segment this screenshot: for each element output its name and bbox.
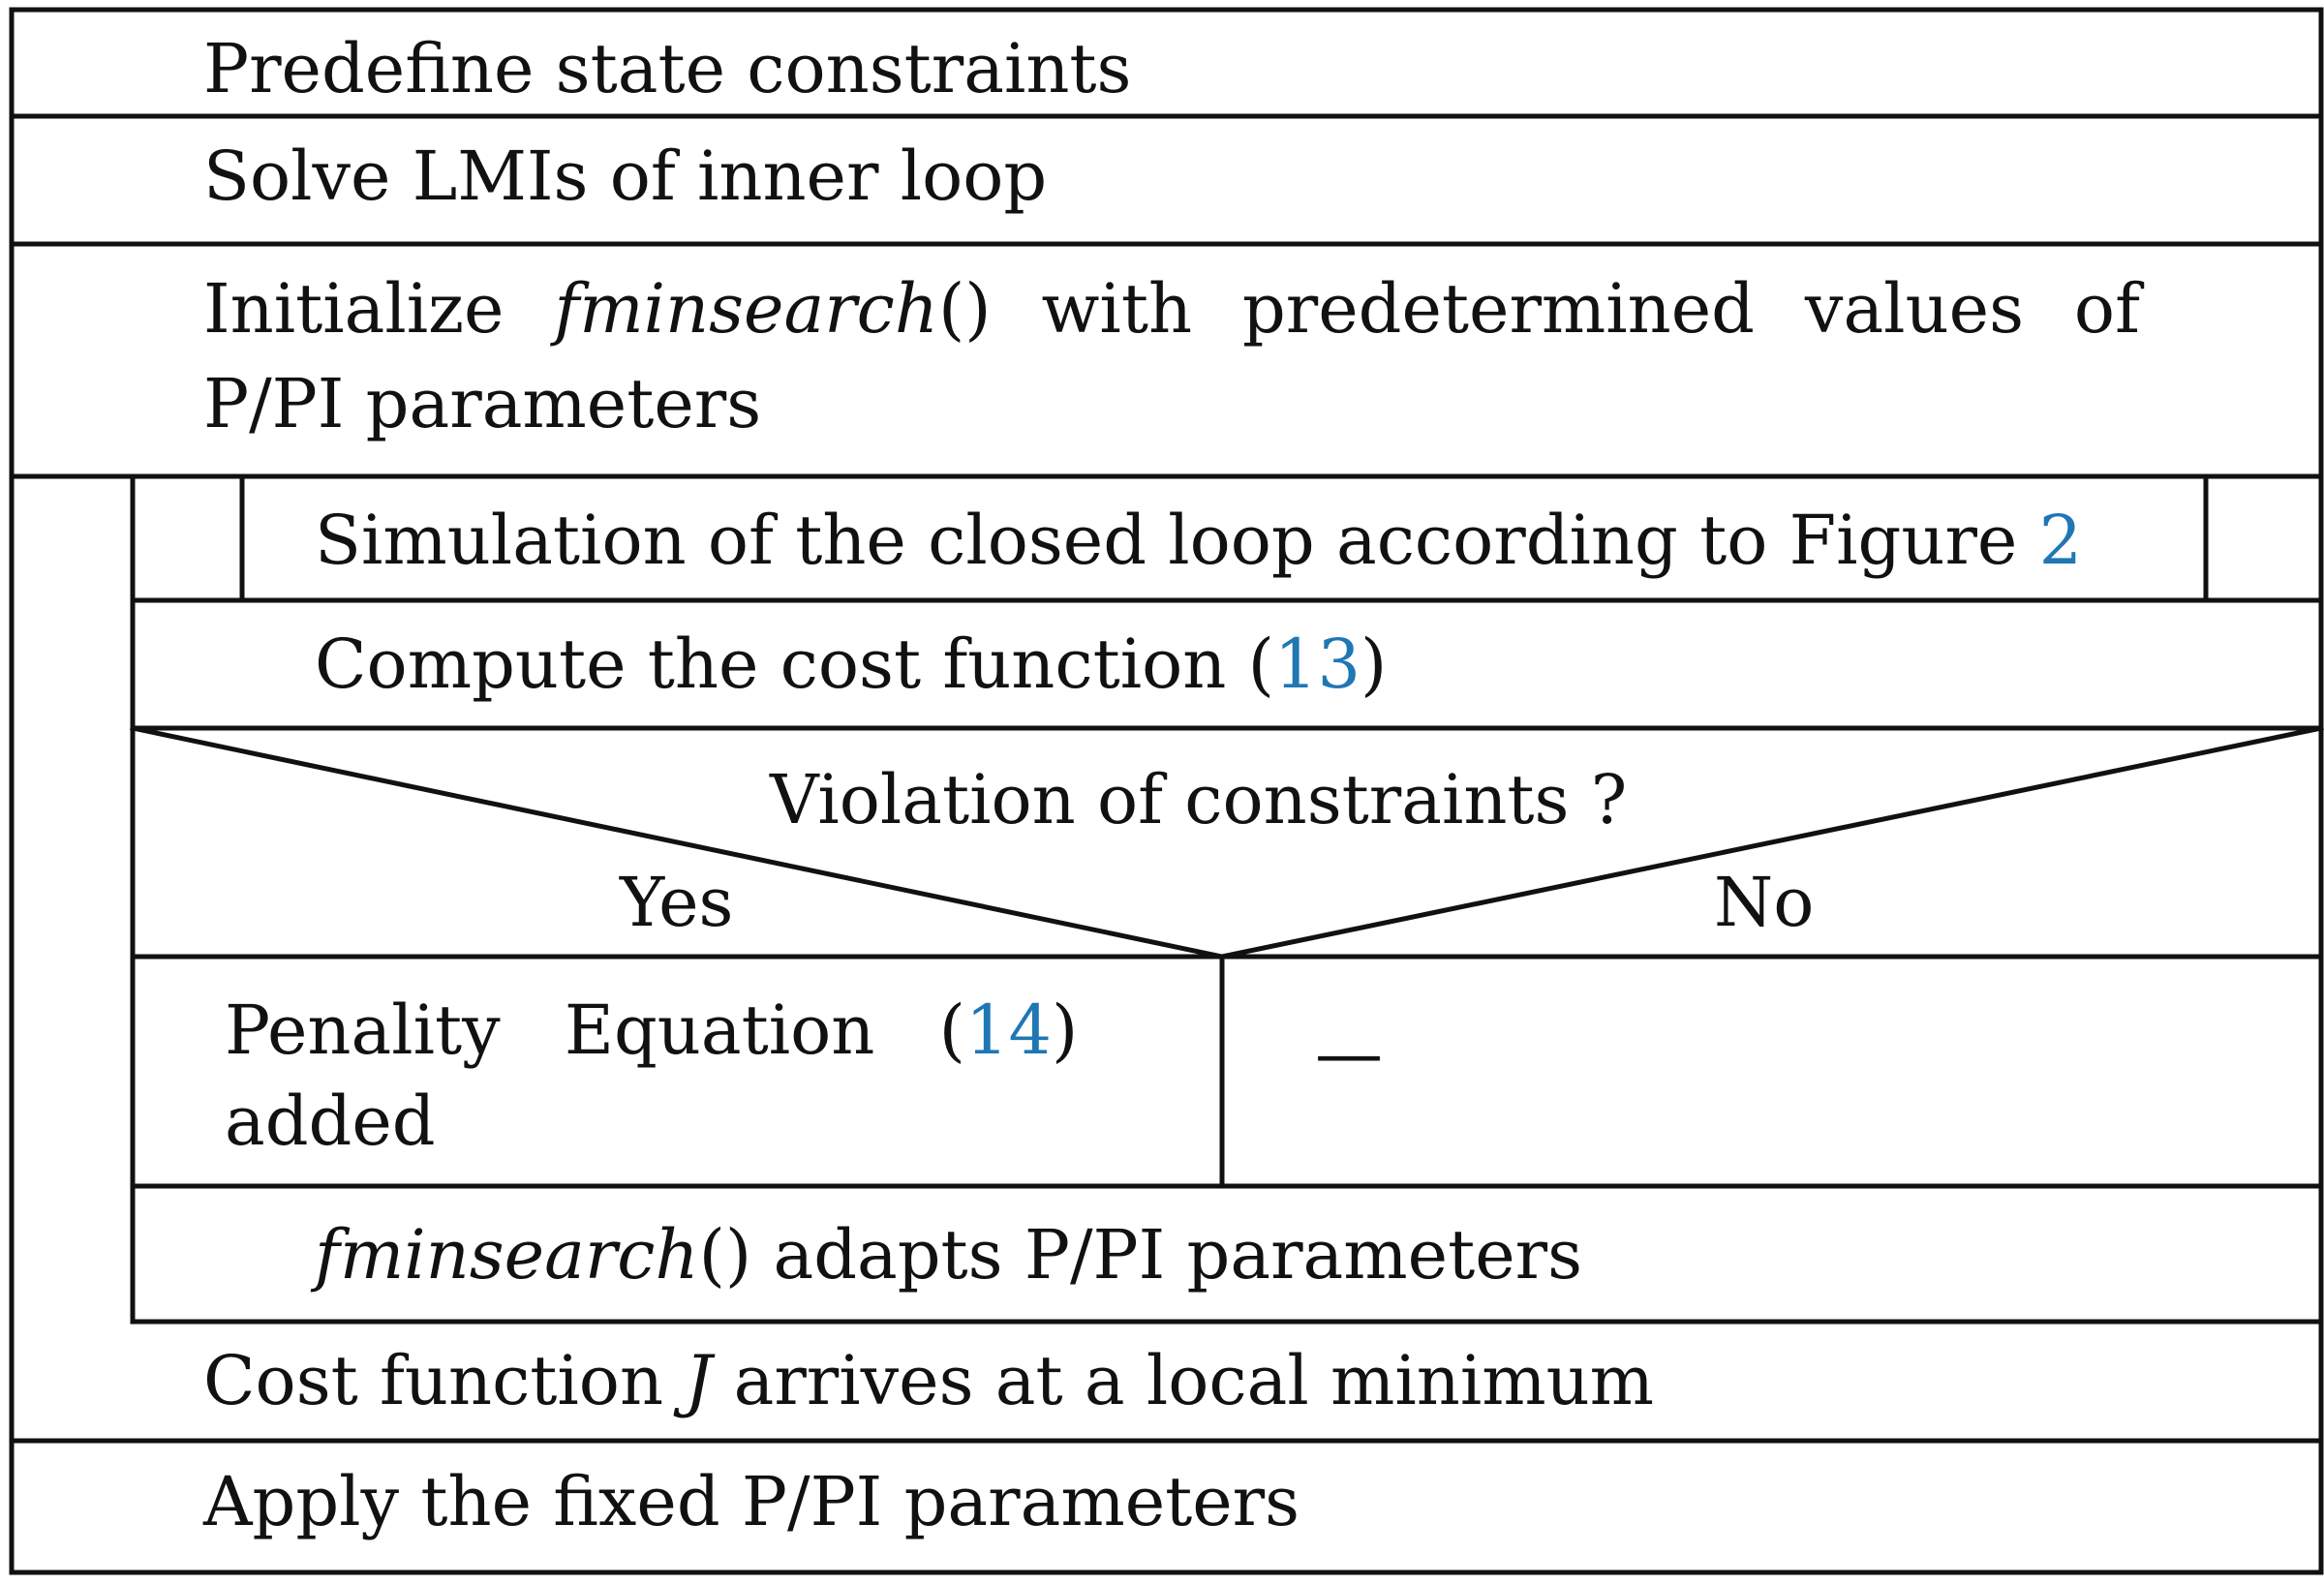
yes-branch-penalty [225, 986, 1145, 1075]
step-apply-parameters: Apply the fixed P/PI parameters [203, 1462, 1300, 1541]
step-solve-lmis: Solve LMIs of inner loop [203, 137, 1048, 216]
adapts-parens: () [698, 1215, 752, 1295]
step-fminsearch-adapts [315, 1210, 1582, 1299]
cost-variable-J: J [685, 1341, 713, 1420]
loop-prefix: Cost function [203, 1341, 686, 1420]
loop-rest: arrives at a local minimum [712, 1341, 1655, 1420]
initialize-prefix: Initialize [203, 269, 555, 349]
equation-reference-13: 13 [1273, 625, 1361, 704]
compute-text: Compute the cost function ( [315, 625, 1274, 704]
simulation-text: Simulation of the closed loop according to Figure [315, 501, 2039, 580]
step-simulation [315, 496, 2082, 585]
adapts-function-name: fminsearch [315, 1215, 699, 1295]
initialize-rest: with predetermined values of P/PI parameters [203, 269, 2140, 443]
step-predefine-constraints: Predefine state constraints [203, 29, 1132, 108]
penalty-close-paren: ) [1052, 991, 1079, 1070]
yes-branch-added: added [225, 1082, 436, 1161]
equation-reference-14: 14 [964, 991, 1053, 1070]
step-initialize [203, 261, 2140, 451]
compute-close-paren: ) [1360, 625, 1388, 704]
loop-until-condition [203, 1336, 1654, 1425]
figure-reference: 2 [2038, 501, 2083, 580]
initialize-parens: () [937, 269, 992, 349]
no-branch-empty-dash: — [1315, 1014, 1383, 1093]
decision-condition: Violation of constraints ? [770, 760, 1628, 839]
decision-yes-label: Yes [620, 863, 734, 942]
adapts-rest: adapts P/PI parameters [751, 1215, 1583, 1295]
step-compute-cost [315, 620, 1387, 709]
decision-no-label: No [1714, 863, 1815, 942]
penalty-text: Penality Equation ( [225, 991, 965, 1070]
initialize-function-name: fminsearch [554, 269, 938, 349]
